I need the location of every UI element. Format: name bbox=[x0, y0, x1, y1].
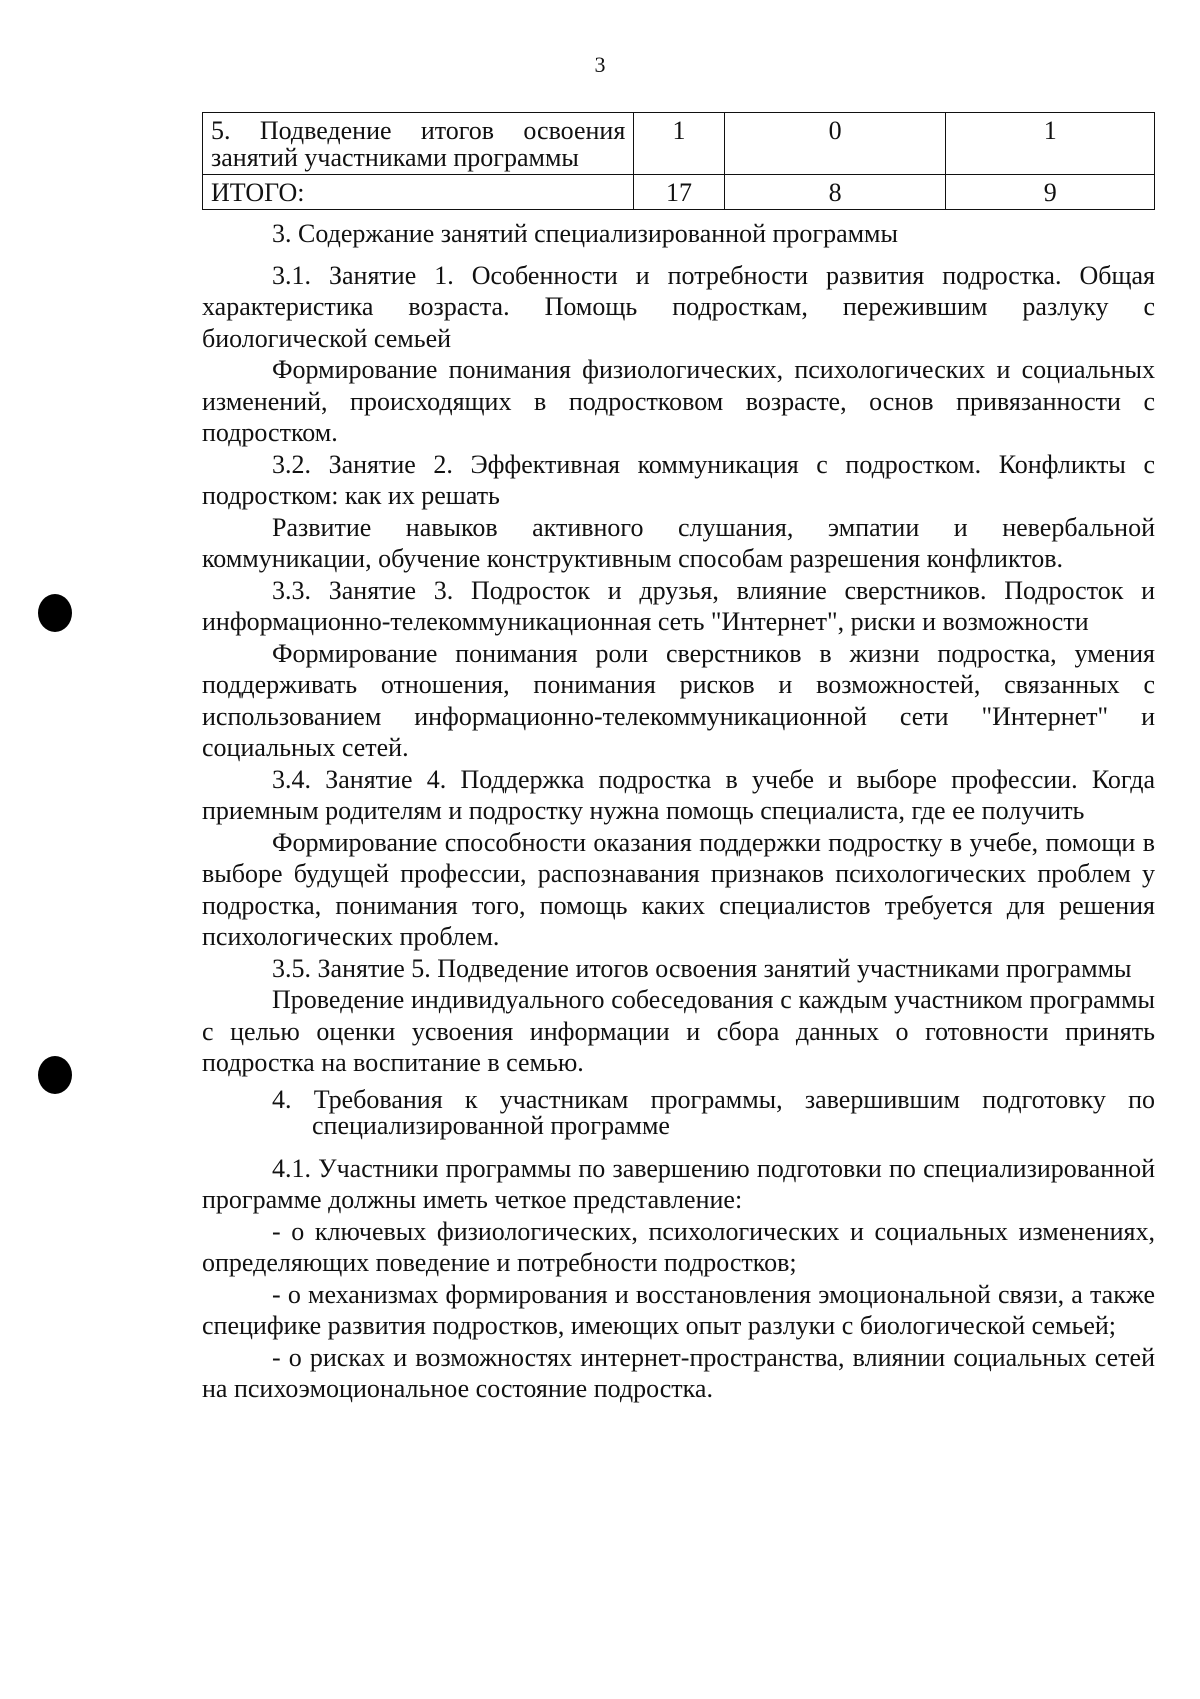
lesson-3-title: 3.3. Занятие 3. Подросток и друзья, влияние сверстников. Подросток и информационно-телекоммуникационная сеть "Интернет", риски и возможности bbox=[202, 575, 1155, 636]
requirement-item: - о механизмах формирования и восстановления эмоциональной связи, а также специфике развития подростков, имеющих опыт разлуки с биологической семьей; bbox=[202, 1279, 1155, 1340]
lesson-5-text: Проведение индивидуального собеседования с каждым участником программы с целью оценки усвоения информации и сбора данных о готовности принять подростка на воспитание в семью. bbox=[202, 985, 1155, 1077]
lessons-summary-table bbox=[202, 112, 1155, 210]
punch-hole-mark bbox=[38, 1056, 72, 1094]
requirement-item: - о рисках и возможностях интернет-пространства, влиянии социальных сетей на психоэмоциональное состояние подростка. bbox=[202, 1342, 1155, 1403]
punch-hole-mark bbox=[38, 594, 72, 632]
table-row bbox=[203, 113, 1155, 175]
table-cell-total: 17 bbox=[634, 175, 724, 210]
table-cell-practice: 9 bbox=[946, 175, 1155, 210]
page-number: 3 bbox=[594, 52, 606, 77]
table-cell-practice: 1 bbox=[946, 113, 1155, 175]
lesson-4-title: 3.4. Занятие 4. Поддержка подростка в учебе и выборе профессии. Когда приемным родителям и подростку нужна помощь специалиста, где ее получить bbox=[202, 764, 1155, 825]
lesson-1-text: Формирование понимания физиологических, психологических и социальных изменений, происходящих в подростковом возрасте, основ привязанности с подростком. bbox=[202, 355, 1155, 447]
table-cell-label: 5. Подведение итогов освоения занятий участниками программы bbox=[203, 113, 634, 175]
table-cell-theory: 0 bbox=[724, 113, 946, 175]
table-cell-theory: 8 bbox=[724, 175, 946, 210]
requirement-item: - о ключевых физиологических, психологических и социальных изменениях, определяющих поведение и потребности подростков; bbox=[202, 1216, 1155, 1277]
paragraph-4-1: 4.1. Участники программы по завершению подготовки по специализированной программе должны иметь четкое представление: bbox=[202, 1153, 1155, 1214]
document-body bbox=[202, 218, 1155, 1405]
section-3-heading: 3. Содержание занятий специализированной программы bbox=[272, 219, 898, 248]
section-4-heading: 4. Требования к участникам программы, завершившим подготовку по специализированной программе bbox=[272, 1084, 1155, 1140]
lesson-4-text: Формирование способности оказания поддержки подростку в учебе, помощи в выборе будущей профессии, распознавания признаков психологических проблем у подростка, понимания того, помощь каких специалистов требуется для решения психологических проблем. bbox=[202, 827, 1155, 951]
lesson-3-text: Формирование понимания роли сверстников в жизни подростка, умения поддерживать отношения, понимания рисков и возможностей, связанных с использованием информационно-телекоммуникационной сети "Интернет" и социальных сетей. bbox=[202, 638, 1155, 762]
table-row bbox=[203, 175, 1155, 210]
lesson-2-text: Развитие навыков активного слушания, эмпатии и невербальной коммуникации, обучение конструктивным способам разрешения конфликтов. bbox=[202, 512, 1155, 573]
table-cell-label: ИТОГО: bbox=[203, 175, 634, 210]
table-cell-total: 1 bbox=[634, 113, 724, 175]
lesson-1-title: 3.1. Занятие 1. Особенности и потребности развития подростка. Общая характеристика возраста. Помощь подросткам, пережившим разлуку с биологической семьей bbox=[202, 260, 1155, 353]
lesson-5-title: 3.5. Занятие 5. Подведение итогов освоения занятий участниками программы bbox=[272, 953, 1132, 983]
lesson-2-title: 3.2. Занятие 2. Эффективная коммуникация с подростком. Конфликты с подростком: как их решать bbox=[202, 449, 1155, 510]
